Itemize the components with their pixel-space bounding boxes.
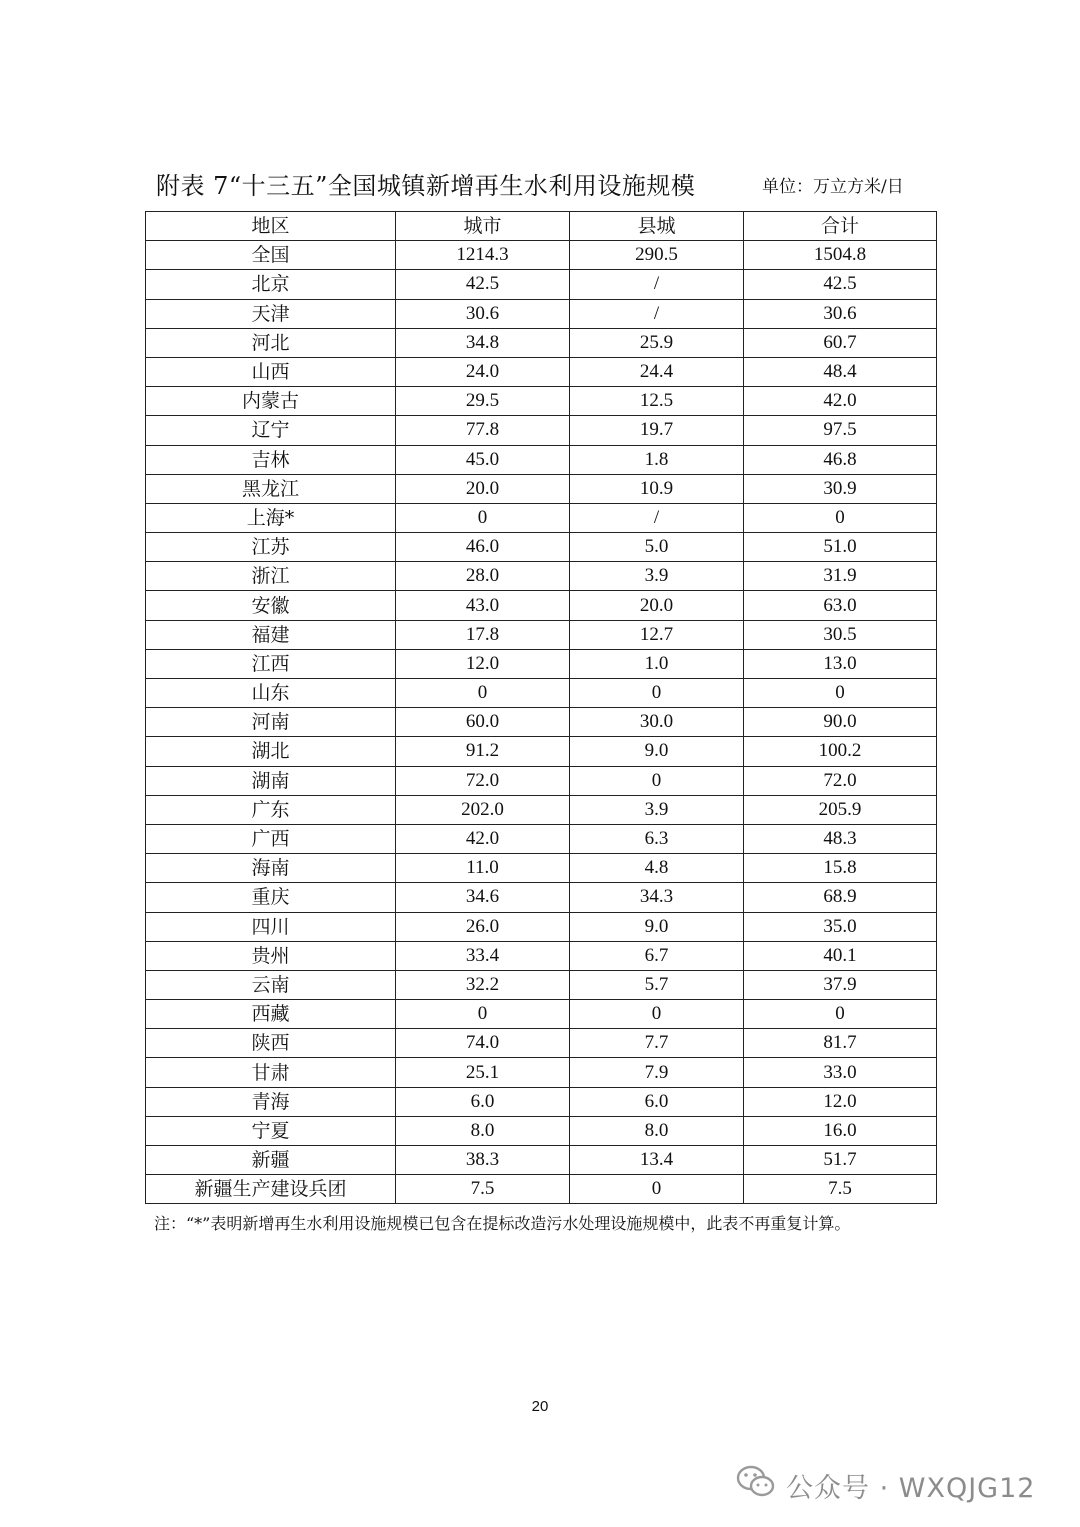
cell-county: / bbox=[570, 270, 744, 299]
cell-county: 0 bbox=[570, 679, 744, 708]
cell-total: 100.2 bbox=[744, 737, 937, 766]
wechat-icon bbox=[736, 1464, 776, 1500]
cell-city: 34.8 bbox=[396, 328, 570, 357]
cell-total: 15.8 bbox=[744, 854, 937, 883]
cell-city: 8.0 bbox=[396, 1116, 570, 1145]
cell-total: 0 bbox=[744, 503, 937, 532]
table-row bbox=[146, 387, 937, 416]
table-row bbox=[146, 737, 937, 766]
cell-region: 天津 bbox=[146, 299, 396, 328]
cell-total: 46.8 bbox=[744, 445, 937, 474]
cell-city: 42.0 bbox=[396, 824, 570, 853]
cell-county: 7.7 bbox=[570, 1029, 744, 1058]
cell-county: 25.9 bbox=[570, 328, 744, 357]
table-row bbox=[146, 328, 937, 357]
cell-county: 10.9 bbox=[570, 474, 744, 503]
cell-total: 35.0 bbox=[744, 912, 937, 941]
cell-total: 42.5 bbox=[744, 270, 937, 299]
table-row bbox=[146, 1029, 937, 1058]
cell-region: 新疆 bbox=[146, 1146, 396, 1175]
table-header-row bbox=[146, 212, 937, 241]
title-row bbox=[156, 166, 936, 202]
cell-city: 45.0 bbox=[396, 445, 570, 474]
cell-county: / bbox=[570, 299, 744, 328]
cell-total: 97.5 bbox=[744, 416, 937, 445]
cell-region: 新疆生产建设兵团 bbox=[146, 1175, 396, 1204]
cell-county: 6.7 bbox=[570, 941, 744, 970]
unit-label: 单位：万立方米/日 bbox=[762, 177, 904, 197]
cell-city: 7.5 bbox=[396, 1175, 570, 1204]
table-row bbox=[146, 591, 937, 620]
cell-region: 青海 bbox=[146, 1087, 396, 1116]
cell-region: 河北 bbox=[146, 328, 396, 357]
cell-region: 江西 bbox=[146, 649, 396, 678]
cell-total: 51.0 bbox=[744, 533, 937, 562]
cell-region: 贵州 bbox=[146, 941, 396, 970]
cell-county: 12.5 bbox=[570, 387, 744, 416]
table-row bbox=[146, 1175, 937, 1204]
cell-total: 0 bbox=[744, 1000, 937, 1029]
cell-region: 浙江 bbox=[146, 562, 396, 591]
cell-city: 29.5 bbox=[396, 387, 570, 416]
header-city: 城市 bbox=[396, 212, 570, 241]
table-row bbox=[146, 824, 937, 853]
cell-city: 33.4 bbox=[396, 941, 570, 970]
cell-total: 72.0 bbox=[744, 766, 937, 795]
cell-city: 30.6 bbox=[396, 299, 570, 328]
cell-region: 内蒙古 bbox=[146, 387, 396, 416]
table-row bbox=[146, 1116, 937, 1145]
cell-total: 90.0 bbox=[744, 708, 937, 737]
cell-region: 西藏 bbox=[146, 1000, 396, 1029]
cell-total: 31.9 bbox=[744, 562, 937, 591]
cell-city: 0 bbox=[396, 679, 570, 708]
table-row bbox=[146, 620, 937, 649]
cell-total: 51.7 bbox=[744, 1146, 937, 1175]
watermark-text: 公众号 · WXQJG12 bbox=[786, 1473, 1036, 1504]
cell-city: 38.3 bbox=[396, 1146, 570, 1175]
cell-region: 北京 bbox=[146, 270, 396, 299]
cell-county: 290.5 bbox=[570, 241, 744, 270]
cell-county: 0 bbox=[570, 1000, 744, 1029]
cell-county: 5.0 bbox=[570, 533, 744, 562]
cell-total: 30.5 bbox=[744, 620, 937, 649]
cell-city: 1214.3 bbox=[396, 241, 570, 270]
cell-region: 吉林 bbox=[146, 445, 396, 474]
cell-city: 17.8 bbox=[396, 620, 570, 649]
cell-region: 山东 bbox=[146, 679, 396, 708]
cell-total: 1504.8 bbox=[744, 241, 937, 270]
cell-city: 25.1 bbox=[396, 1058, 570, 1087]
cell-region: 陕西 bbox=[146, 1029, 396, 1058]
cell-city: 60.0 bbox=[396, 708, 570, 737]
cell-city: 0 bbox=[396, 1000, 570, 1029]
table-row bbox=[146, 912, 937, 941]
page-number: 20 bbox=[531, 1398, 549, 1415]
cell-county: 0 bbox=[570, 1175, 744, 1204]
cell-region: 广西 bbox=[146, 824, 396, 853]
table-row bbox=[146, 357, 937, 386]
cell-total: 30.6 bbox=[744, 299, 937, 328]
table-row bbox=[146, 941, 937, 970]
cell-total: 42.0 bbox=[744, 387, 937, 416]
table-row bbox=[146, 1000, 937, 1029]
cell-city: 72.0 bbox=[396, 766, 570, 795]
cell-county: 3.9 bbox=[570, 562, 744, 591]
cell-county: 24.4 bbox=[570, 357, 744, 386]
cell-total: 0 bbox=[744, 679, 937, 708]
cell-total: 205.9 bbox=[744, 795, 937, 824]
cell-county: 7.9 bbox=[570, 1058, 744, 1087]
table-row bbox=[146, 766, 937, 795]
cell-county: 0 bbox=[570, 766, 744, 795]
table-row bbox=[146, 1146, 937, 1175]
cell-county: 13.4 bbox=[570, 1146, 744, 1175]
cell-total: 13.0 bbox=[744, 649, 937, 678]
table-row bbox=[146, 970, 937, 999]
cell-region: 广东 bbox=[146, 795, 396, 824]
cell-total: 16.0 bbox=[744, 1116, 937, 1145]
cell-county: 30.0 bbox=[570, 708, 744, 737]
cell-county: 5.7 bbox=[570, 970, 744, 999]
cell-region: 湖南 bbox=[146, 766, 396, 795]
cell-city: 74.0 bbox=[396, 1029, 570, 1058]
cell-total: 7.5 bbox=[744, 1175, 937, 1204]
cell-region: 福建 bbox=[146, 620, 396, 649]
table-row bbox=[146, 679, 937, 708]
cell-county: 6.3 bbox=[570, 824, 744, 853]
cell-region: 安徽 bbox=[146, 591, 396, 620]
cell-total: 33.0 bbox=[744, 1058, 937, 1087]
cell-city: 77.8 bbox=[396, 416, 570, 445]
cell-city: 20.0 bbox=[396, 474, 570, 503]
table-title: 附表 7“十三五”全国城镇新增再生水利用设施规模 bbox=[156, 172, 696, 200]
cell-city: 26.0 bbox=[396, 912, 570, 941]
cell-county: 20.0 bbox=[570, 591, 744, 620]
cell-city: 12.0 bbox=[396, 649, 570, 678]
cell-county: 9.0 bbox=[570, 912, 744, 941]
data-table bbox=[145, 211, 937, 1204]
table-row bbox=[146, 883, 937, 912]
cell-total: 40.1 bbox=[744, 941, 937, 970]
cell-city: 32.2 bbox=[396, 970, 570, 999]
cell-county: 1.8 bbox=[570, 445, 744, 474]
cell-region: 四川 bbox=[146, 912, 396, 941]
header-county: 县城 bbox=[570, 212, 744, 241]
cell-total: 60.7 bbox=[744, 328, 937, 357]
cell-city: 91.2 bbox=[396, 737, 570, 766]
cell-county: 3.9 bbox=[570, 795, 744, 824]
cell-region: 黑龙江 bbox=[146, 474, 396, 503]
table-row bbox=[146, 562, 937, 591]
cell-city: 24.0 bbox=[396, 357, 570, 386]
cell-region: 湖北 bbox=[146, 737, 396, 766]
cell-county: 1.0 bbox=[570, 649, 744, 678]
table-row bbox=[146, 241, 937, 270]
table-row bbox=[146, 854, 937, 883]
cell-county: 4.8 bbox=[570, 854, 744, 883]
cell-total: 48.4 bbox=[744, 357, 937, 386]
cell-city: 0 bbox=[396, 503, 570, 532]
table-row bbox=[146, 270, 937, 299]
cell-city: 42.5 bbox=[396, 270, 570, 299]
cell-region: 上海* bbox=[146, 503, 396, 532]
cell-county: / bbox=[570, 503, 744, 532]
cell-region: 重庆 bbox=[146, 883, 396, 912]
cell-county: 12.7 bbox=[570, 620, 744, 649]
cell-total: 30.9 bbox=[744, 474, 937, 503]
cell-total: 68.9 bbox=[744, 883, 937, 912]
footnote: 注：“*”表明新增再生水利用设施规模已包含在提标改造污水处理设施规模中，此表不再重复计算。 bbox=[154, 1214, 851, 1233]
table-row bbox=[146, 708, 937, 737]
table-row bbox=[146, 445, 937, 474]
header-total: 合计 bbox=[744, 212, 937, 241]
cell-city: 34.6 bbox=[396, 883, 570, 912]
table-row bbox=[146, 503, 937, 532]
table-row bbox=[146, 795, 937, 824]
cell-region: 山西 bbox=[146, 357, 396, 386]
cell-region: 江苏 bbox=[146, 533, 396, 562]
cell-total: 37.9 bbox=[744, 970, 937, 999]
cell-city: 11.0 bbox=[396, 854, 570, 883]
cell-city: 28.0 bbox=[396, 562, 570, 591]
cell-city: 6.0 bbox=[396, 1087, 570, 1116]
cell-total: 48.3 bbox=[744, 824, 937, 853]
table-row bbox=[146, 1087, 937, 1116]
cell-region: 海南 bbox=[146, 854, 396, 883]
table-row bbox=[146, 649, 937, 678]
table-row bbox=[146, 416, 937, 445]
cell-county: 19.7 bbox=[570, 416, 744, 445]
cell-county: 34.3 bbox=[570, 883, 744, 912]
cell-total: 81.7 bbox=[744, 1029, 937, 1058]
header-region: 地区 bbox=[146, 212, 396, 241]
cell-county: 6.0 bbox=[570, 1087, 744, 1116]
cell-city: 43.0 bbox=[396, 591, 570, 620]
cell-county: 8.0 bbox=[570, 1116, 744, 1145]
table-row bbox=[146, 299, 937, 328]
table-row bbox=[146, 474, 937, 503]
cell-city: 202.0 bbox=[396, 795, 570, 824]
table-body bbox=[146, 241, 937, 1204]
table-row bbox=[146, 1058, 937, 1087]
cell-region: 宁夏 bbox=[146, 1116, 396, 1145]
cell-county: 9.0 bbox=[570, 737, 744, 766]
cell-region: 河南 bbox=[146, 708, 396, 737]
cell-total: 12.0 bbox=[744, 1087, 937, 1116]
cell-region: 云南 bbox=[146, 970, 396, 999]
cell-total: 63.0 bbox=[744, 591, 937, 620]
cell-city: 46.0 bbox=[396, 533, 570, 562]
cell-region: 全国 bbox=[146, 241, 396, 270]
cell-region: 甘肃 bbox=[146, 1058, 396, 1087]
table-row bbox=[146, 533, 937, 562]
cell-region: 辽宁 bbox=[146, 416, 396, 445]
